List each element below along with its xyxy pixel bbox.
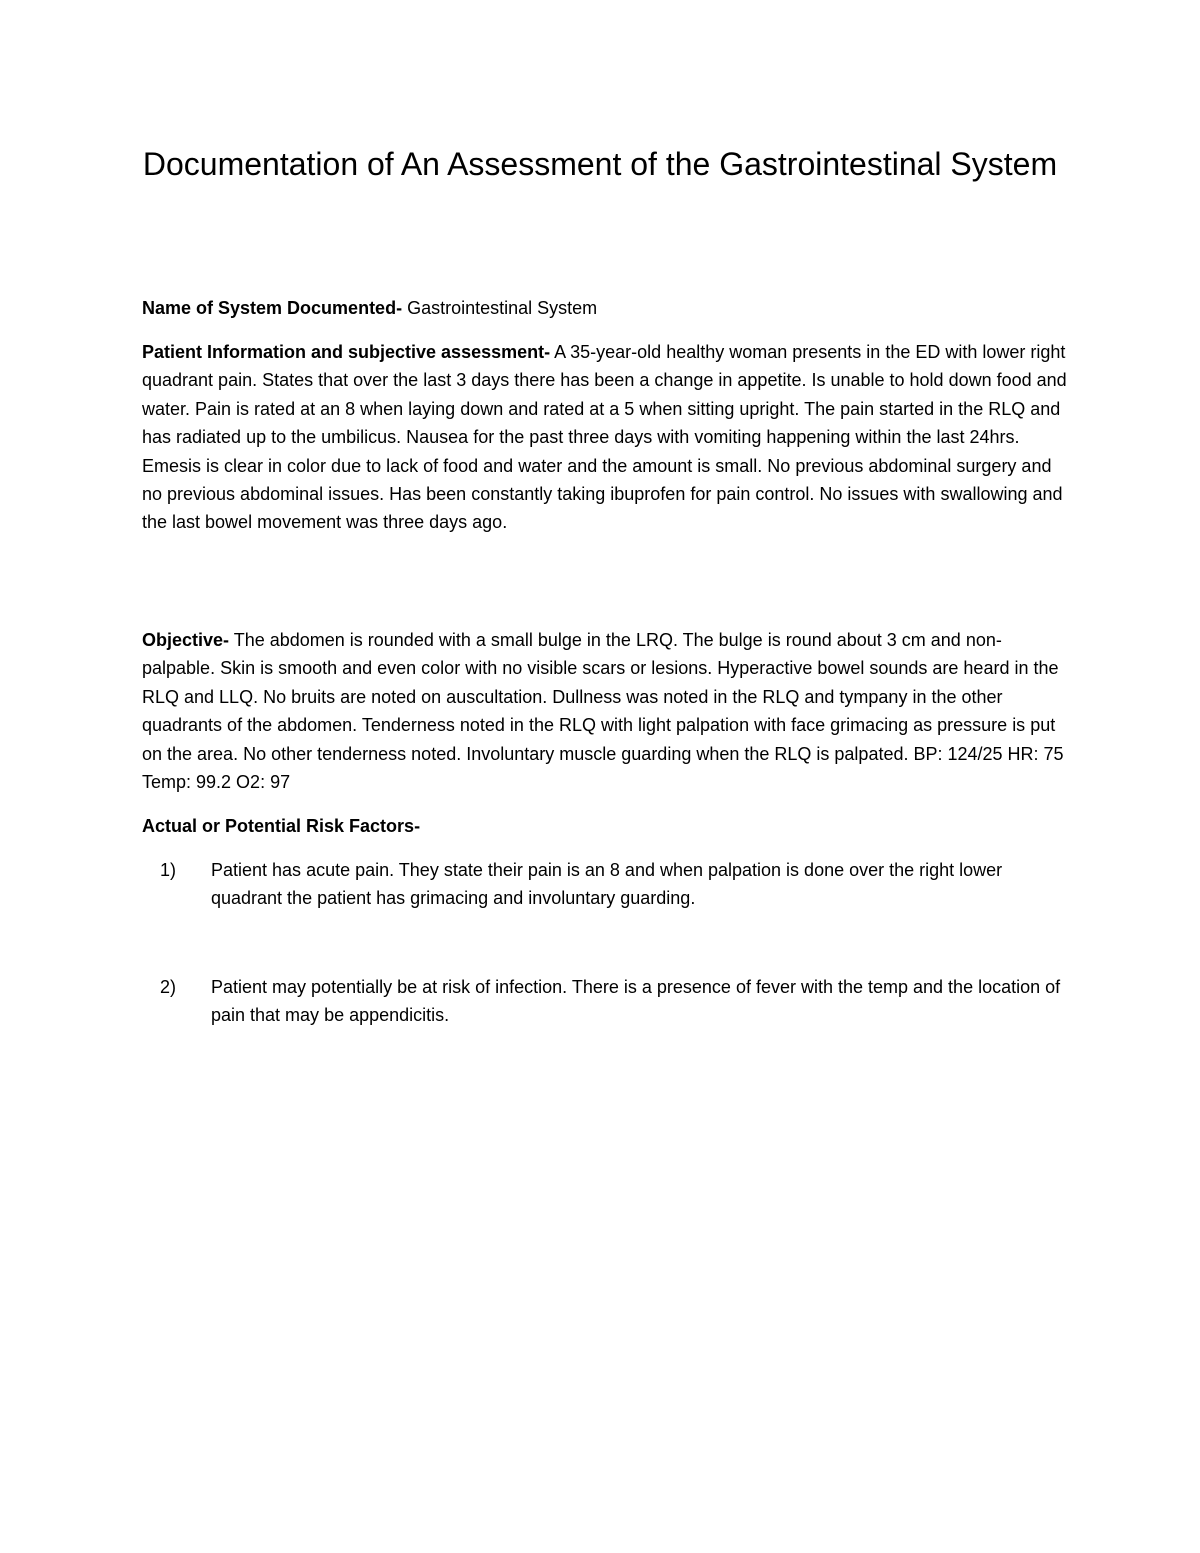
subjective-text: A 35-year-old healthy woman presents in the ED with lower right quadrant pain. States that over the last 3 days there has been a change in appetite. Is unable to hold down food and water. Pain is rated at an 8 when laying down and rated at a 5 when sitting upright. The pain started in the RLQ and has radiated up to the umbilicus. Nausea for the past three days with vomiting happening within the last 24hrs. Emesis is clear in color due to lack of food and water and the amount is small. No previous abdominal surgery and no previous abdominal issues. Has been constantly taking ibuprofen for pain control. No issues with swallowing and the last bowel movement was three days ago. (142, 342, 1067, 533)
system-name-label: Name of System Documented- (142, 298, 403, 318)
objective-text: The abdomen is rounded with a small bulge in the LRQ. The bulge is round about 3 cm and non-palpable. Skin is smooth and even color with no visible scars or lesions. Hyperactive bowel sounds are heard in the RLQ and LLQ. No bruits are noted on auscultation. Dullness was noted in the RLQ and tympany in the other quadrants of the abdomen. Tenderness noted in the RLQ with light palpation with face grimacing as pressure is put on the area. No other tenderness noted. Involuntary muscle guarding when the RLQ is palpated. BP: 124/25 HR: 75 Temp: 99.2 O2: 97 (142, 630, 1064, 793)
objective-paragraph (142, 626, 1067, 796)
risk-factor-text: Patient may potentially be at risk of infection. There is a presence of fever with the temp and the location of pain that may be appendicitis. (211, 977, 1061, 1026)
document-title: Documentation of An Assessment of the Gastrointestinal System (142, 146, 1058, 182)
risk-factors-label: Actual or Potential Risk Factors- (142, 816, 421, 836)
subjective-paragraph (142, 338, 1067, 537)
risk-factors-heading (142, 812, 1067, 840)
subjective-label: Patient Information and subjective assessment- (142, 342, 551, 362)
list-number: 2) (160, 977, 177, 997)
risk-factor-item (160, 856, 1065, 913)
risk-factor-item (160, 973, 1065, 1030)
system-name-paragraph (142, 294, 1067, 322)
objective-label: Objective- (142, 630, 230, 650)
system-name-value: Gastrointestinal System (402, 298, 598, 318)
risk-factor-text: Patient has acute pain. They state their pain is an 8 and when palpation is done over the right lower quadrant the patient has grimacing and involuntary guarding. (211, 860, 1003, 909)
list-number: 1) (160, 860, 177, 880)
